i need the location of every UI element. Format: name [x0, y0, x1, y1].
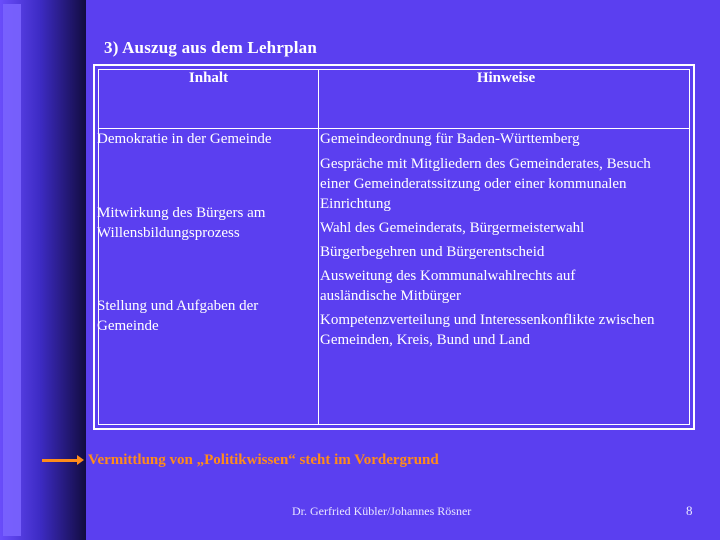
hinweis-cell: Gemeindeordnung für Baden-Württemberg [320, 131, 580, 147]
inhalt-cell: Demokratie in der Gemeinde [97, 131, 272, 147]
hinweis-cell: Gespräche mit Mitgliedern des Gemeinderates, Besuch einer Gemeinderatssitzung oder einer kommunalen Einrichtung [320, 156, 651, 212]
hinweis-cell: Wahl des Gemeinderats, Bürgermeisterwahl [320, 220, 585, 236]
hint-text: Vermittlung von „Politikwissen“ steht im Vordergrund [88, 452, 439, 468]
column-divider [318, 69, 319, 425]
arrow-right-icon [42, 459, 78, 462]
hinweis-cell: Kompetenzverteilung und Interessenkonflikte zwischen Gemeinden, Kreis, Bund und Land [320, 312, 655, 348]
footer-authors: Dr. Gerfried Kübler/Johannes Rösner [292, 504, 472, 518]
curriculum-table [93, 64, 695, 430]
hinweis-cell: Ausweitung des Kommunalwahlrechts auf ausländische Mitbürger [320, 268, 576, 304]
hint-row [42, 452, 439, 469]
page-number: 8 [686, 503, 693, 518]
hinweis-cell: Bürgerbegehren und Bürgerentscheid [320, 244, 545, 260]
column-header-hinweise: Hinweise [476, 70, 536, 86]
slide-title: 3) Auszug aus dem Lehrplan [104, 38, 318, 57]
inhalt-cell: Mitwirkung des Bürgers am Willensbildungsprozess [97, 205, 266, 241]
decorative-squares [3, 4, 21, 536]
column-header-inhalt: Inhalt [188, 70, 229, 86]
inhalt-cell: Stellung und Aufgaben der Gemeinde [97, 298, 259, 334]
